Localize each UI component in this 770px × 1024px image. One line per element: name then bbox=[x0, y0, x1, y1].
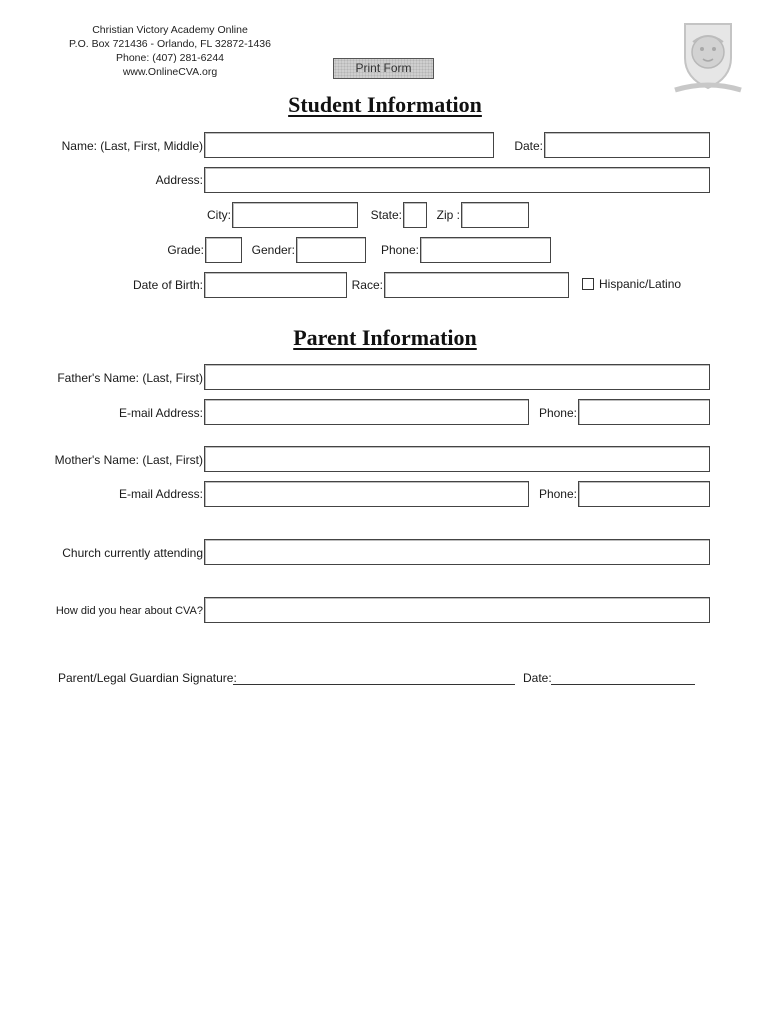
city-label: City: bbox=[207, 208, 231, 222]
signature-line[interactable] bbox=[233, 683, 515, 685]
student-information-title: Student Information bbox=[288, 92, 482, 117]
father-email-label: E-mail Address: bbox=[118, 406, 203, 420]
dob-label: Date of Birth: bbox=[132, 278, 203, 292]
gender-label: Gender: bbox=[251, 243, 295, 257]
mother-email-label: E-mail Address: bbox=[118, 487, 203, 501]
address-input[interactable] bbox=[204, 167, 710, 193]
mother-name-input[interactable] bbox=[204, 446, 710, 472]
student-name-input[interactable] bbox=[204, 132, 494, 158]
hear-about-label: How did you hear about CVA? bbox=[55, 605, 203, 617]
city-input[interactable] bbox=[232, 202, 358, 228]
father-phone-label: Phone: bbox=[538, 406, 577, 420]
dob-input[interactable] bbox=[204, 272, 347, 298]
school-address: P.O. Box 721436 - Orlando, FL 32872-1436 bbox=[69, 38, 271, 50]
school-name: Christian Victory Academy Online bbox=[92, 24, 248, 36]
church-input[interactable] bbox=[204, 539, 710, 565]
hispanic-latino-checkbox[interactable] bbox=[582, 278, 594, 290]
father-name-label: Father's Name: (Last, First) bbox=[57, 371, 203, 385]
gender-input[interactable] bbox=[296, 237, 366, 263]
state-input[interactable] bbox=[403, 202, 427, 228]
race-input[interactable] bbox=[384, 272, 569, 298]
mother-phone-input[interactable] bbox=[578, 481, 710, 507]
race-label: Race: bbox=[351, 278, 383, 292]
hear-about-input[interactable] bbox=[204, 597, 710, 623]
student-name-label: Name: (Last, First, Middle) bbox=[61, 139, 203, 153]
father-phone-input[interactable] bbox=[578, 399, 710, 425]
signature-label: Parent/Legal Guardian Signature: bbox=[58, 671, 237, 685]
student-date-label: Date: bbox=[514, 139, 543, 153]
signature-date-label: Date: bbox=[523, 671, 552, 685]
address-label: Address: bbox=[155, 173, 203, 187]
school-logo bbox=[673, 18, 743, 94]
father-email-input[interactable] bbox=[204, 399, 529, 425]
student-date-input[interactable] bbox=[544, 132, 710, 158]
zip-input[interactable] bbox=[461, 202, 529, 228]
student-phone-label: Phone: bbox=[380, 243, 419, 257]
state-label: State: bbox=[370, 208, 402, 222]
father-name-input[interactable] bbox=[204, 364, 710, 390]
mother-name-label: Mother's Name: (Last, First) bbox=[54, 453, 203, 467]
print-form-button[interactable]: Print Form bbox=[333, 58, 434, 79]
school-website: www.OnlineCVA.org bbox=[122, 66, 218, 78]
zip-label: Zip : bbox=[436, 208, 460, 222]
parent-information-title: Parent Information bbox=[293, 325, 477, 350]
grade-input[interactable] bbox=[205, 237, 242, 263]
signature-date-line[interactable] bbox=[551, 683, 695, 685]
mother-phone-label: Phone: bbox=[538, 487, 577, 501]
hispanic-latino-label: Hispanic/Latino bbox=[599, 277, 682, 291]
church-label: Church currently attending bbox=[62, 546, 203, 560]
mother-email-input[interactable] bbox=[204, 481, 529, 507]
grade-label: Grade: bbox=[167, 243, 204, 257]
student-phone-input[interactable] bbox=[420, 237, 551, 263]
school-phone: Phone: (407) 281-6244 bbox=[116, 52, 224, 64]
